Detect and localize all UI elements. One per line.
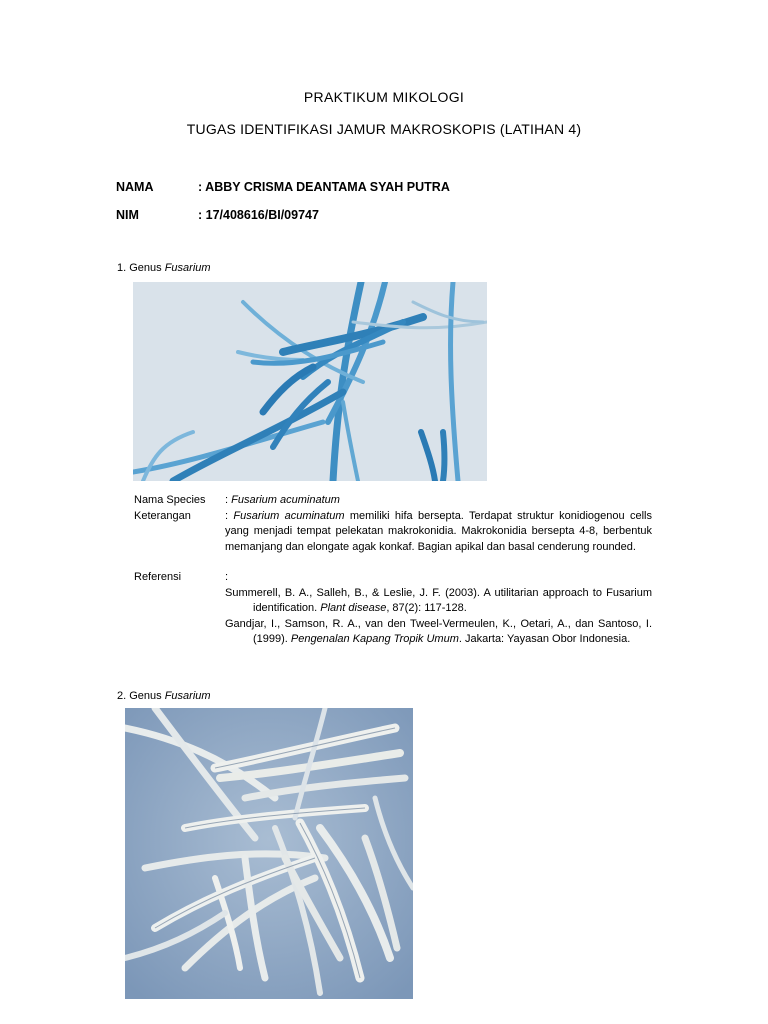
document-title: PRAKTIKUM MIKOLOGI	[303, 89, 465, 105]
species-row	[134, 493, 652, 509]
keterangan-row	[134, 509, 652, 556]
reference-1-volume: , 87(2): 117-128.	[386, 602, 467, 614]
name-label: NAMA	[116, 180, 154, 194]
student-nim-row	[116, 208, 319, 222]
section-1-prefix: 1. Genus	[117, 262, 165, 274]
section-2-heading	[117, 690, 211, 702]
reference-1	[225, 586, 652, 617]
student-name-row	[116, 180, 450, 194]
section-1-genus: Fusarium	[164, 262, 211, 274]
section-1-heading	[117, 262, 211, 274]
referensi-row	[134, 570, 652, 586]
reference-2-publisher: . Jakarta: Yayasan Obor Indonesia.	[458, 633, 631, 645]
micrograph-fusarium-acuminatum	[133, 282, 487, 481]
reference-2	[225, 617, 652, 648]
reference-1-text: Summerell, B. A., Salleh, B., & Leslie, J. F. (2003). A utilitarian approach to Fusarium identification.	[225, 586, 652, 614]
species-sep: :	[225, 494, 232, 506]
reference-1-journal: Plant disease	[320, 602, 387, 614]
reference-2-title: Pengenalan Kapang Tropik Umum	[290, 633, 459, 645]
nim-label: NIM	[116, 208, 139, 222]
section-2-genus: Fusarium	[164, 690, 211, 702]
referensi-label: Referensi	[134, 571, 182, 583]
keterangan-sep: :	[225, 509, 234, 522]
document-subtitle: TUGAS IDENTIFIKASI JAMUR MAKROSKOPIS (LATIHAN 4)	[186, 121, 582, 137]
keterangan-species: Fusarium acuminatum	[233, 509, 345, 522]
species-value: Fusarium acuminatum	[231, 494, 340, 506]
referensi-sep: :	[225, 571, 229, 583]
section-1-description	[134, 493, 652, 648]
micrograph-fusarium-2	[125, 708, 413, 999]
species-label: Nama Species	[134, 494, 206, 506]
section-2-prefix: 2. Genus	[117, 690, 165, 702]
keterangan-label: Keterangan	[134, 509, 191, 522]
keterangan-text: memiliki hifa bersepta. Terdapat struktur konidiogenou cells yang menjadi tempat pelekatan makrokonidia. Makrokonidia bersepta 4-8, berbentuk memanjang dan elongate agak konkaf. Bagian apikal dan basal cenderung rounded.	[225, 509, 652, 553]
reference-2-text: Gandjar, I., Samson, R. A., van den Tweel-Vermeulen, K., Oetari, A., dan Santoso, I. (1999).	[225, 617, 652, 645]
name-value: : ABBY CRISMA DEANTAMA SYAH PUTRA	[198, 180, 450, 194]
nim-value: : 17/408616/BI/09747	[198, 208, 319, 222]
